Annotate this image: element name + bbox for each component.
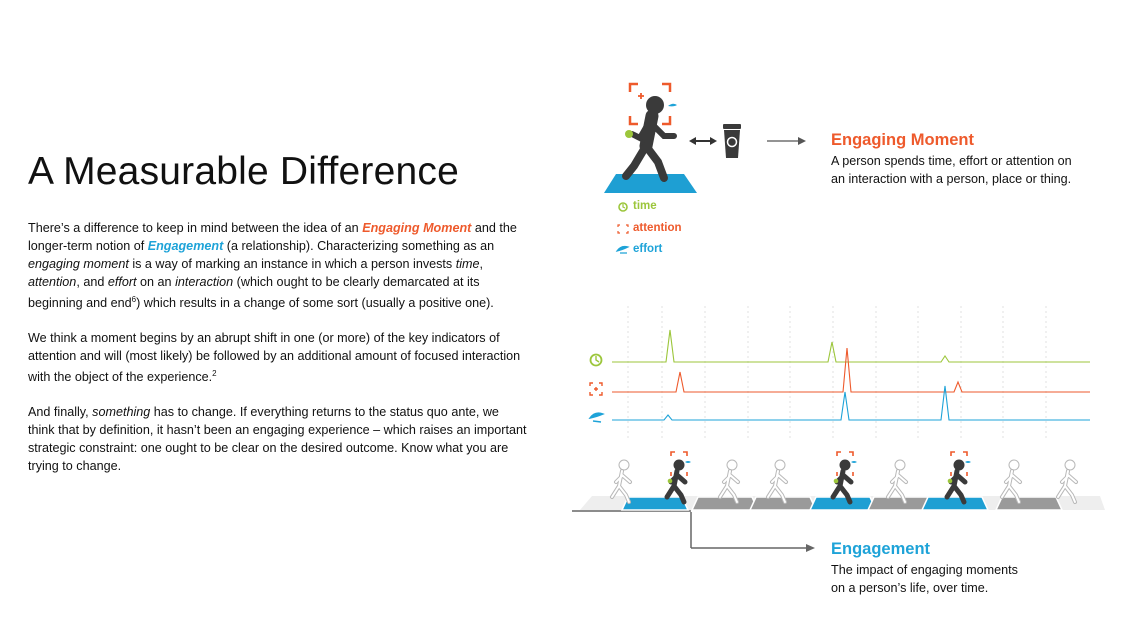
engaged-person-icon xyxy=(833,452,857,502)
legend-attention: attention xyxy=(633,222,682,234)
focus-bracket-icon xyxy=(590,383,602,395)
idle-person-icon xyxy=(612,460,630,502)
time-signal-line xyxy=(612,330,1090,362)
sweat-drop-icon xyxy=(685,461,691,463)
engagement-term: Engagement xyxy=(147,239,224,253)
footnote-ref: 2 xyxy=(212,369,217,379)
paragraph-3: And finally, something has to change. If everything returns to the status quo ante, we think that by definition, it hasn’t been an engaging experience – which raises an important strategic constraint: one ought to be clear on the desired outcome. Know what you are trying to change. xyxy=(28,405,527,474)
attention-signal-line xyxy=(612,348,1090,392)
sweat-drop-icon xyxy=(617,247,628,254)
footnote-ref: 6 xyxy=(131,295,137,304)
legend-effort: effort xyxy=(633,243,663,255)
page-title: A Measurable Difference xyxy=(28,150,459,193)
timeline-figures xyxy=(612,452,1076,502)
sweat-drop-icon xyxy=(590,413,603,422)
focus-bracket-icon xyxy=(618,225,628,233)
coffee-cup-icon xyxy=(723,124,741,158)
legend-time: time xyxy=(633,200,657,212)
idle-person-icon xyxy=(1058,460,1076,502)
watch-icon xyxy=(625,130,633,138)
watch-icon xyxy=(668,479,673,484)
idle-person-icon xyxy=(720,460,738,502)
floor-tile xyxy=(996,497,1062,510)
engagement-connector xyxy=(691,512,815,552)
engaging-moment-heading: Engaging Moment xyxy=(831,131,974,149)
sweat-drop-icon xyxy=(965,461,971,463)
watch-icon xyxy=(834,479,839,484)
idle-person-icon xyxy=(1002,460,1020,502)
signal-lines xyxy=(612,330,1090,420)
active-floor-tile xyxy=(622,497,688,510)
engaging-moment-description: A person spends time, effort or attention on an interaction with a person, place or thing. xyxy=(831,154,1072,186)
clock-icon xyxy=(591,355,602,366)
engaged-person-icon xyxy=(667,452,691,502)
engaged-person-icon xyxy=(947,452,971,502)
engagement-description: The impact of engaging moments on a person’s life, over time. xyxy=(831,563,1018,595)
active-floor-tile xyxy=(810,497,876,510)
double-arrow-icon xyxy=(689,137,717,145)
floor-tile xyxy=(692,497,758,510)
timeline-floor xyxy=(572,496,1105,511)
watch-icon xyxy=(948,479,953,484)
paragraph-2: We think a moment begins by an abrupt shift in one (or more) of the key indicators of attention and will (most likely) be followed by an additional amount of focused interaction with the object of the experience.$^2$ xyxy=(28,331,521,385)
engagement-heading: Engagement xyxy=(831,540,931,558)
floor-mat xyxy=(604,174,697,193)
person-figure xyxy=(626,96,674,178)
idle-person-icon xyxy=(888,460,906,502)
active-floor-tile xyxy=(922,497,988,510)
idle-person-icon xyxy=(768,460,786,502)
arrow-right-icon xyxy=(806,544,815,552)
sweat-drop-icon xyxy=(851,461,857,463)
engaging-moment-term: Engaging Moment xyxy=(362,221,472,235)
sweat-drop-icon xyxy=(668,104,677,107)
arrow-right-icon xyxy=(767,137,806,145)
paragraph-1: There’s a difference to keep in mind between the idea of an Engaging Moment and the longer-term notion of Engagement (a relationship). Characterizing something as an engaging moment is a way of marking an instance in which a person invests time, attention, and effort on an interaction (which ought to be clearly demarcated at its beginning and end$^6$) which results in a change of some sort (usually a positive one). xyxy=(28,221,517,311)
clock-icon xyxy=(619,203,627,211)
